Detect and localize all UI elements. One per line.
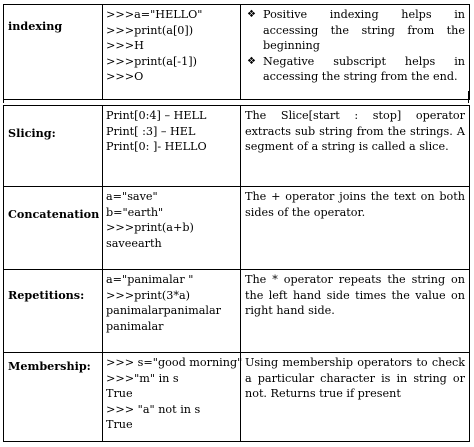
- description-text: Using membership operators to check a particular character is in string or not. Returns true if present: [245, 356, 465, 401]
- description-cell: [241, 353, 470, 442]
- term-cell: [4, 187, 103, 270]
- term-cell: [4, 353, 103, 442]
- code-line: >>>print(a[0]): [106, 23, 194, 37]
- term-cell: [4, 5, 103, 100]
- description-cell: [241, 187, 470, 270]
- code-line: True: [106, 418, 133, 432]
- term-repetitions: Repetitions:: [8, 288, 85, 302]
- code-line: True: [106, 387, 133, 401]
- term-cell: [4, 270, 103, 353]
- diamond-bullet-icon: ❖: [247, 9, 256, 20]
- table-divider: [3, 91, 469, 103]
- code-cell: [103, 106, 241, 187]
- code-line: >>>O: [106, 70, 144, 84]
- description-cell: [241, 270, 470, 353]
- code-line: b="earth": [106, 205, 164, 219]
- table-row-concatenation: [4, 187, 470, 270]
- description-cell: [241, 106, 470, 187]
- description-text: The Slice[start : stop] operator extracts sub string from the strings. A segment of a string is called a slice.: [245, 109, 465, 154]
- list-item: [245, 54, 465, 85]
- code-line: >>>"m" in s: [106, 371, 179, 385]
- term-concatenation: Concatenation: [8, 207, 100, 221]
- code-line: >>>H: [106, 39, 144, 53]
- bullet-text: Positive indexing helps in accessing the string from the beginning: [263, 8, 465, 53]
- term-membership: Membership:: [8, 359, 91, 373]
- term-indexing: indexing: [8, 19, 63, 33]
- code-cell: [103, 5, 241, 100]
- term-slicing: Slicing:: [8, 126, 56, 140]
- table-row-repetitions: [4, 270, 470, 353]
- code-line: a="save": [106, 190, 158, 203]
- code-line: Print[ :3] – HEL: [106, 124, 196, 138]
- code-line: panimalarpanimalar: [106, 304, 221, 318]
- code-line: >>> s="good morning": [106, 356, 243, 369]
- code-line: a="panimalar ": [106, 273, 194, 286]
- string-operations-table: [3, 105, 470, 442]
- code-line: panimalar: [106, 319, 164, 333]
- diamond-bullet-icon: ❖: [247, 55, 256, 67]
- code-line: >>>print(a[-1]): [106, 54, 197, 68]
- bullet-text: Negative subscript helps in accessing the string from the end.: [263, 54, 465, 84]
- indexing-table: [3, 4, 470, 100]
- code-line: Print[0:4] – HELL: [106, 109, 207, 122]
- description-cell: [241, 5, 470, 100]
- code-line: >>>print(a+b): [106, 221, 194, 235]
- code-line: saveearth: [106, 236, 162, 250]
- code-line: >>> "a" not in s: [106, 402, 201, 416]
- description-text: The * operator repeats the string on the left hand side times the value on right hand side.: [245, 273, 465, 318]
- code-cell: [103, 187, 241, 270]
- table-row-slicing: [4, 106, 470, 187]
- code-cell: [103, 353, 241, 442]
- description-text: The + operator joins the text on both sides of the operator.: [245, 190, 465, 219]
- list-item: [245, 7, 465, 54]
- table-row-membership: [4, 353, 470, 442]
- bullet-list: [245, 7, 465, 85]
- code-cell: [103, 270, 241, 353]
- code-line: >>>a="HELLO": [106, 8, 203, 21]
- term-cell: [4, 106, 103, 187]
- code-line: >>>print(3*a): [106, 288, 191, 302]
- code-line: Print[0: ]- HELLO: [106, 140, 207, 154]
- table-row-indexing: [4, 5, 470, 100]
